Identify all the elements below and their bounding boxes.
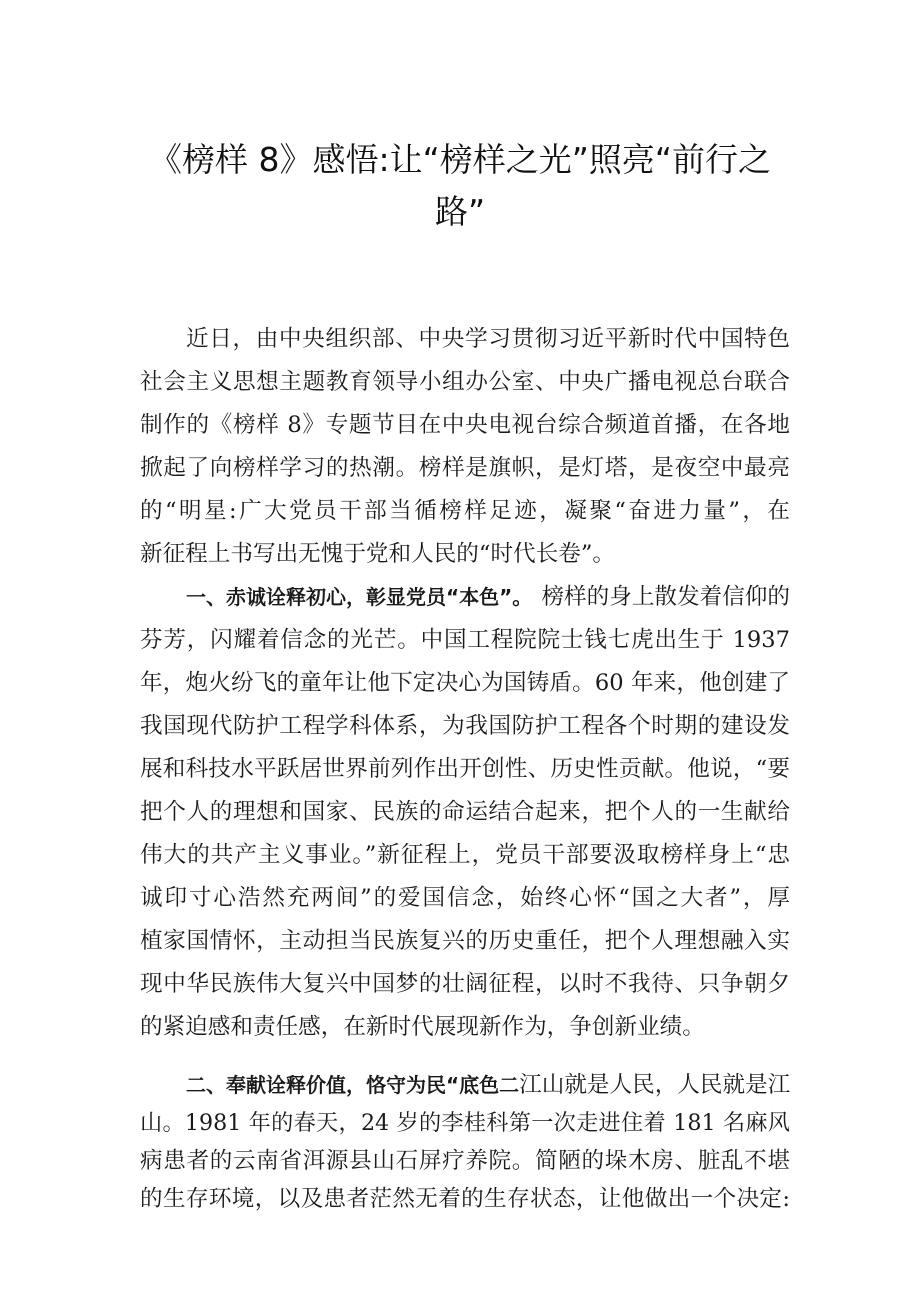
p2-line: 展和科技水平跃居世界前列作出开创性、历史性贡献。他说，“要 [140,756,790,782]
section-heading-2: 二、奉献诠释价值，恪守为民“底色二 [186,1073,520,1097]
p2-line: 榜样的身上散发着信仰的 [541,584,790,610]
p2-line: 植家国情怀，主动担当民族复兴的历史重任，把个人理想融入实 [140,928,790,954]
section-heading-1: 一、赤诚诠释初心，彰显党员“本色”。 [186,585,533,609]
p3-line: 山。1981 年的春天，24 岁的李桂科第一次走进住着 181 名麻风 [140,1110,790,1136]
p3-line: 的生存环境，以及患者茫然无着的生存状态，让他做出一个决定: [140,1186,790,1212]
p2-line: 的紧迫感和责任感，在新时代展现新作为，争创新业绩。 [140,1014,705,1040]
p1-line: 制作的《榜样 8》专题节目在中央电视台综合频道首播，在各地 [140,412,790,438]
p1-line: 新征程上书写出无愧于党和人民的“时代长卷”。 [140,541,615,567]
p2-line: 诚印寸心浩然充两间”的爱国信念，始终心怀“国之大者”，厚 [140,885,790,911]
p1-line: 近日，由中央组织部、中央学习贯彻习近平新时代中国特色 [186,326,790,352]
p2-line: 现中华民族伟大复兴中国梦的壮阔征程，以时不我待、只争朝夕 [140,971,790,997]
p3-line: 江山就是人民，人民就是江 [519,1072,791,1098]
p2-line: 把个人的理想和国家、民族的命运结合起来，把个人的一生献给 [140,799,790,825]
p2-line: 芬芳，闪耀着信念的光芒。中国工程院院士钱七虎出生于 1937 [140,627,790,653]
doc-title-line-1: 《榜样 8》感悟:让“榜样之光”照亮“前行之 [149,140,771,179]
p2-line: 我国现代防护工程学科体系，为我国防护工程各个时期的建设发 [140,713,790,739]
p1-line: 社会主义思想主题教育领导小组办公室、中央广播电视总台联合 [140,369,790,395]
p2-first-line [186,580,790,614]
p2-line: 伟大的共产主义事业。”新征程上，党员干部要汲取榜样身上“忠 [140,842,790,868]
p1-line: 掀起了向榜样学习的热潮。榜样是旗帜，是灯塔，是夜空中最亮 [140,455,790,481]
doc-title-line-2: 路” [434,192,486,231]
p2-line: 年，炮火纷飞的童年让他下定决心为国铸盾。60 年来，他创建了 [140,670,790,696]
p3-first-line [186,1068,790,1102]
p3-line: 病患者的云南省洱源县山石屏疗养院。简陋的垛木房、脏乱不堪 [140,1148,790,1174]
p1-line: 的“明星:广大党员干部当循榜样足迹，凝聚“奋进力量”，在 [140,498,790,524]
